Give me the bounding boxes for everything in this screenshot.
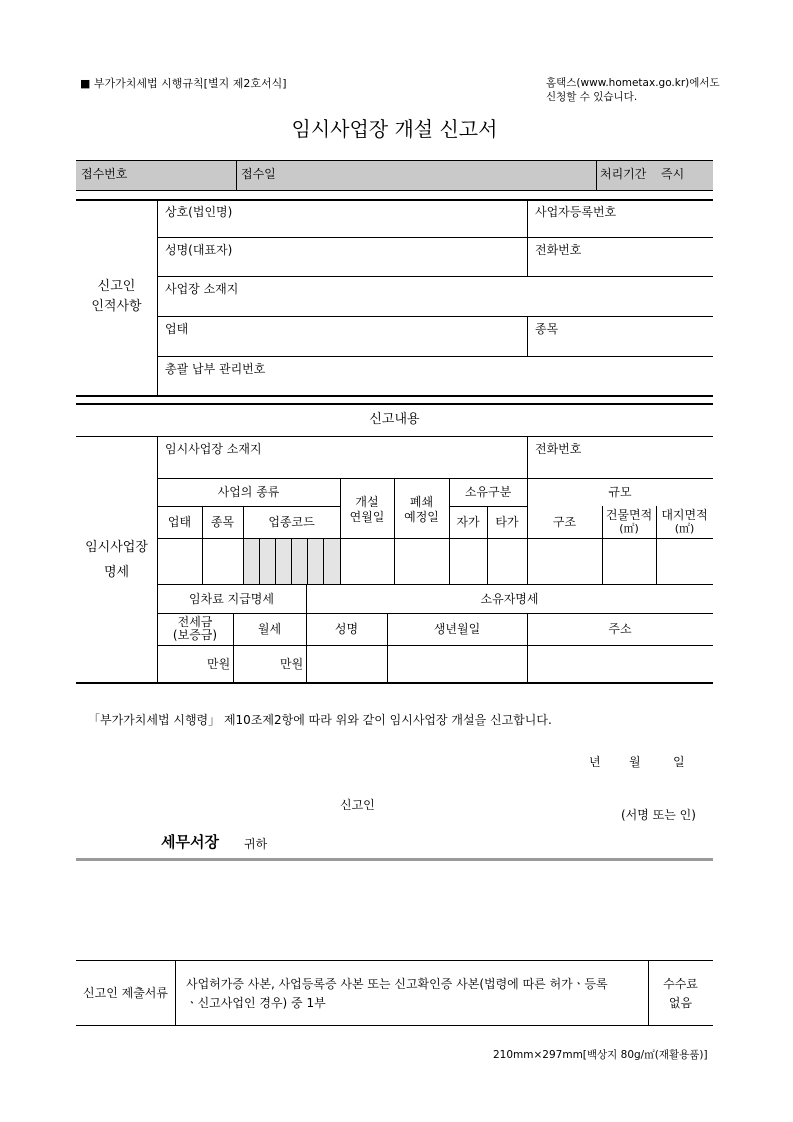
industry-code-header: 업종코드 xyxy=(268,515,315,529)
receipt-date-label: 접수일 xyxy=(241,167,276,181)
temp-address-label: 임시사업장 소재지 xyxy=(165,442,262,456)
fee-label-line1: 수수료 xyxy=(663,977,698,991)
land-area-header-line1: 대지면적 xyxy=(661,508,708,522)
scale-header: 규모 xyxy=(608,485,632,499)
temp-section-line1: 임시사업장 xyxy=(85,540,148,555)
type-col-header: 업태 xyxy=(167,515,192,529)
deposit-header-line2: (보증금) xyxy=(172,628,218,642)
receipt-number-label: 접수번호 xyxy=(81,167,128,181)
online-notice-line1: 홈택스(www.hometax.go.kr)에서도 xyxy=(546,77,720,89)
online-notice-line2: 신청할 수 있습니다. xyxy=(546,91,638,103)
business-item-label: 종목 xyxy=(535,322,559,336)
representative-label: 성명(대표자) xyxy=(165,243,233,257)
square-bullet-icon: ■ xyxy=(80,77,91,90)
open-date-header-line1: 개설 xyxy=(355,495,379,509)
processing-period-value: 즉시 xyxy=(661,167,685,181)
attachments-docs-line2: ㆍ신고사업인 경우) 중 1부 xyxy=(186,996,326,1010)
ownership-header: 소유구분 xyxy=(464,485,512,499)
form-reference-text: 부가가치세법 시행규칙[별지 제2호서식] xyxy=(93,77,287,90)
other-col-header: 타가 xyxy=(495,515,519,529)
temp-phone-label: 전화번호 xyxy=(535,442,582,456)
deposit-unit: 만원 xyxy=(207,657,231,671)
paper-spec: 210mm×297mm[백상지 80g/㎡(재활용품)] xyxy=(493,1049,708,1061)
business-kind-header: 사업의 종류 xyxy=(217,485,280,499)
owner-name-header: 성명 xyxy=(334,622,359,636)
attachments-label: 신고인 제출서류 xyxy=(83,986,168,1000)
fee-label-line2: 없음 xyxy=(668,996,693,1010)
reporter-sign-label: 신고인 xyxy=(340,798,375,812)
consolidated-payment-no-label: 총괄 납부 관리번호 xyxy=(165,362,266,376)
owner-address-header: 주소 xyxy=(608,622,632,636)
land-area-header-line2: (㎡) xyxy=(674,522,695,535)
tax-office-label: 세무서장 xyxy=(161,833,219,851)
attachments-docs-line1: 사업허가증 사본, 사업등록증 사본 또는 신고확인증 사본(법령에 따른 허가ㆍ등록 xyxy=(186,977,608,991)
owner-details-header: 소유자명세 xyxy=(480,592,539,606)
processing-period-label: 처리기간 xyxy=(600,167,647,181)
temp-section-line2: 명세 xyxy=(103,565,130,580)
reporter-phone-label: 전화번호 xyxy=(535,243,582,257)
rent-details-header: 임차료 지급명세 xyxy=(189,592,274,606)
business-reg-no-label: 사업자등록번호 xyxy=(535,205,617,219)
open-date-header-line2: 연월일 xyxy=(349,510,385,524)
date-year-label: 년 xyxy=(589,755,601,769)
building-area-header-line1: 건물면적 xyxy=(605,508,653,522)
company-name-label: 상호(법인명) xyxy=(165,205,233,219)
deposit-header-line1: 전세금 xyxy=(177,615,213,629)
owner-birth-header: 생년월일 xyxy=(433,622,481,636)
honorific-label: 귀하 xyxy=(244,837,268,851)
signature-label: (서명 또는 인) xyxy=(621,808,696,822)
business-type-label: 업태 xyxy=(165,322,189,336)
reporter-section-line1: 신고인 xyxy=(97,279,136,294)
building-area-header-line2: (㎡) xyxy=(619,522,639,535)
structure-col-header: 구조 xyxy=(552,515,577,529)
date-month-label: 월 xyxy=(629,755,641,769)
date-day-label: 일 xyxy=(673,755,685,769)
reporter-section-line2: 인적사항 xyxy=(91,299,142,314)
report-content-heading: 신고내용 xyxy=(369,412,420,427)
close-date-header-line1: 폐쇄 xyxy=(409,495,434,509)
close-date-header-line2: 예정일 xyxy=(404,510,439,524)
item-col-header: 종목 xyxy=(210,515,235,529)
rent-unit: 만원 xyxy=(280,657,304,671)
page-title: 임시사업장 개설 신고서 xyxy=(291,117,498,141)
owned-col-header: 자가 xyxy=(456,515,480,529)
monthly-rent-header: 월세 xyxy=(257,622,282,636)
section-divider xyxy=(76,858,713,861)
form-reference xyxy=(80,78,287,89)
business-address-label: 사업장 소재지 xyxy=(165,282,239,296)
declaration-statement: 「부가가치세법 시행령」 제10조제2항에 따라 위와 같이 임시사업장 개설을 신고합니다. xyxy=(88,713,552,727)
